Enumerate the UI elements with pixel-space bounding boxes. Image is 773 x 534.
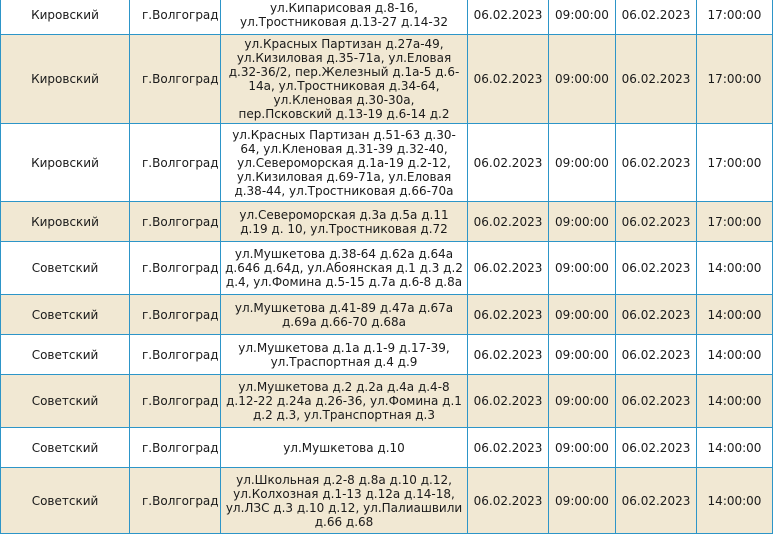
end-time-cell: 14:00:00 [697, 242, 773, 295]
end-time-cell: 14:00:00 [697, 468, 773, 534]
end-time-cell: 17:00:00 [697, 35, 773, 124]
table-row [1, 375, 773, 428]
end-time-cell: 17:00:00 [697, 124, 773, 202]
address-cell: ул.Мушкетова д.41-89 д.47а д.67а д.69а д.66-70 д.68а [221, 295, 468, 335]
start-time-cell: 09:00:00 [549, 468, 616, 534]
address-cell: ул.Мушкетова д.38-64 д.62а д.64а д.646 д.64д, ул.Абоянская д.1 д.3 д.2 д.4, ул.Фомина д.5-15 д.7а д.6-8 д.8а [221, 242, 468, 295]
district-cell: Советский [1, 335, 130, 375]
start-date-cell: 06.02.2023 [468, 35, 549, 124]
district-cell: Советский [1, 295, 130, 335]
district-cell: Советский [1, 375, 130, 428]
start-time-cell: 09:00:00 [549, 335, 616, 375]
end-date-cell: 06.02.2023 [616, 0, 697, 35]
end-time-cell: 14:00:00 [697, 375, 773, 428]
address-cell: ул.Мушкетова д.10 [221, 428, 468, 468]
end-time-cell: 14:00:00 [697, 295, 773, 335]
start-date-cell: 06.02.2023 [468, 242, 549, 295]
city-cell: г.Волгоград [130, 202, 221, 242]
start-time-cell: 09:00:00 [549, 35, 616, 124]
city-cell: г.Волгоград [130, 242, 221, 295]
end-time-cell: 17:00:00 [697, 0, 773, 35]
start-date-cell: 06.02.2023 [468, 428, 549, 468]
address-cell: ул.Красных Партизан д.51-63 д.30-64, ул.Кленовая д.31-39 д.32-40, ул.Североморская д.1а-19 д.2-12, ул.Кизиловая д.69-71а, ул.Еловая д.38-44, ул.Тростниковая д.66-70а [221, 124, 468, 202]
table-row [1, 428, 773, 468]
address-cell: ул.Мушкетова д.2 д.2а д.4а д.4-8 д.12-22 д.24а д.26-36, ул.Фомина д.1 д.2 д.3, ул.Транспортная д.3 [221, 375, 468, 428]
end-date-cell: 06.02.2023 [616, 295, 697, 335]
start-time-cell: 09:00:00 [549, 124, 616, 202]
end-date-cell: 06.02.2023 [616, 375, 697, 428]
end-time-cell: 17:00:00 [697, 202, 773, 242]
table-row [1, 202, 773, 242]
start-time-cell: 09:00:00 [549, 242, 616, 295]
end-date-cell: 06.02.2023 [616, 335, 697, 375]
end-date-cell: 06.02.2023 [616, 124, 697, 202]
district-cell: Советский [1, 428, 130, 468]
district-cell: Кировский [1, 124, 130, 202]
table-body [1, 0, 773, 534]
city-cell: г.Волгоград [130, 35, 221, 124]
city-cell: г.Волгоград [130, 335, 221, 375]
start-date-cell: 06.02.2023 [468, 295, 549, 335]
city-cell: г.Волгоград [130, 124, 221, 202]
end-date-cell: 06.02.2023 [616, 35, 697, 124]
table-row [1, 242, 773, 295]
district-cell: Кировский [1, 35, 130, 124]
table-row [1, 124, 773, 202]
start-date-cell: 06.02.2023 [468, 468, 549, 534]
end-time-cell: 14:00:00 [697, 335, 773, 375]
table-row [1, 0, 773, 35]
address-cell: ул.Красных Партизан д.27а-49, ул.Кизиловая д.35-71а, ул.Еловая д.32-36/2, пер.Железный д.1а-5 д.6-14а, ул.Тростниковая д.34-64, ул.Кленовая д.30-30а, пер.Псковский д.13-19 д.6-14 д.2 [221, 35, 468, 124]
table-row [1, 335, 773, 375]
start-date-cell: 06.02.2023 [468, 202, 549, 242]
table-row [1, 468, 773, 534]
address-cell: ул.Школьная д.2-8 д.8а д.10 д.12, ул.Колхозная д.1-13 д.12а д.14-18, ул.ЛЗС д.3 д.10 д.12, ул.Палиашвили д.66 д.68 [221, 468, 468, 534]
city-cell: г.Волгоград [130, 428, 221, 468]
end-date-cell: 06.02.2023 [616, 468, 697, 534]
start-date-cell: 06.02.2023 [468, 124, 549, 202]
table-row [1, 295, 773, 335]
district-cell: Кировский [1, 202, 130, 242]
table-row [1, 35, 773, 124]
start-time-cell: 09:00:00 [549, 202, 616, 242]
end-date-cell: 06.02.2023 [616, 202, 697, 242]
end-time-cell: 14:00:00 [697, 428, 773, 468]
address-cell: ул.Кипарисовая д.8-16, ул.Тростниковая д.13-27 д.14-32 [221, 0, 468, 35]
start-time-cell: 09:00:00 [549, 428, 616, 468]
district-cell: Кировский [1, 0, 130, 35]
address-cell: ул.Североморская д.3а д.5а д.11 д.19 д. 10, ул.Тростниковая д.72 [221, 202, 468, 242]
city-cell: г.Волгоград [130, 295, 221, 335]
start-time-cell: 09:00:00 [549, 0, 616, 35]
district-cell: Советский [1, 242, 130, 295]
city-cell: г.Волгоград [130, 468, 221, 534]
address-cell: ул.Мушкетова д.1а д.1-9 д.17-39, ул.Траспортная д.4 д.9 [221, 335, 468, 375]
start-time-cell: 09:00:00 [549, 375, 616, 428]
city-cell: г.Волгоград [130, 375, 221, 428]
start-date-cell: 06.02.2023 [468, 335, 549, 375]
start-date-cell: 06.02.2023 [468, 0, 549, 35]
end-date-cell: 06.02.2023 [616, 242, 697, 295]
start-time-cell: 09:00:00 [549, 295, 616, 335]
end-date-cell: 06.02.2023 [616, 428, 697, 468]
start-date-cell: 06.02.2023 [468, 375, 549, 428]
city-cell: г.Волгоград [130, 0, 221, 35]
district-cell: Советский [1, 468, 130, 534]
